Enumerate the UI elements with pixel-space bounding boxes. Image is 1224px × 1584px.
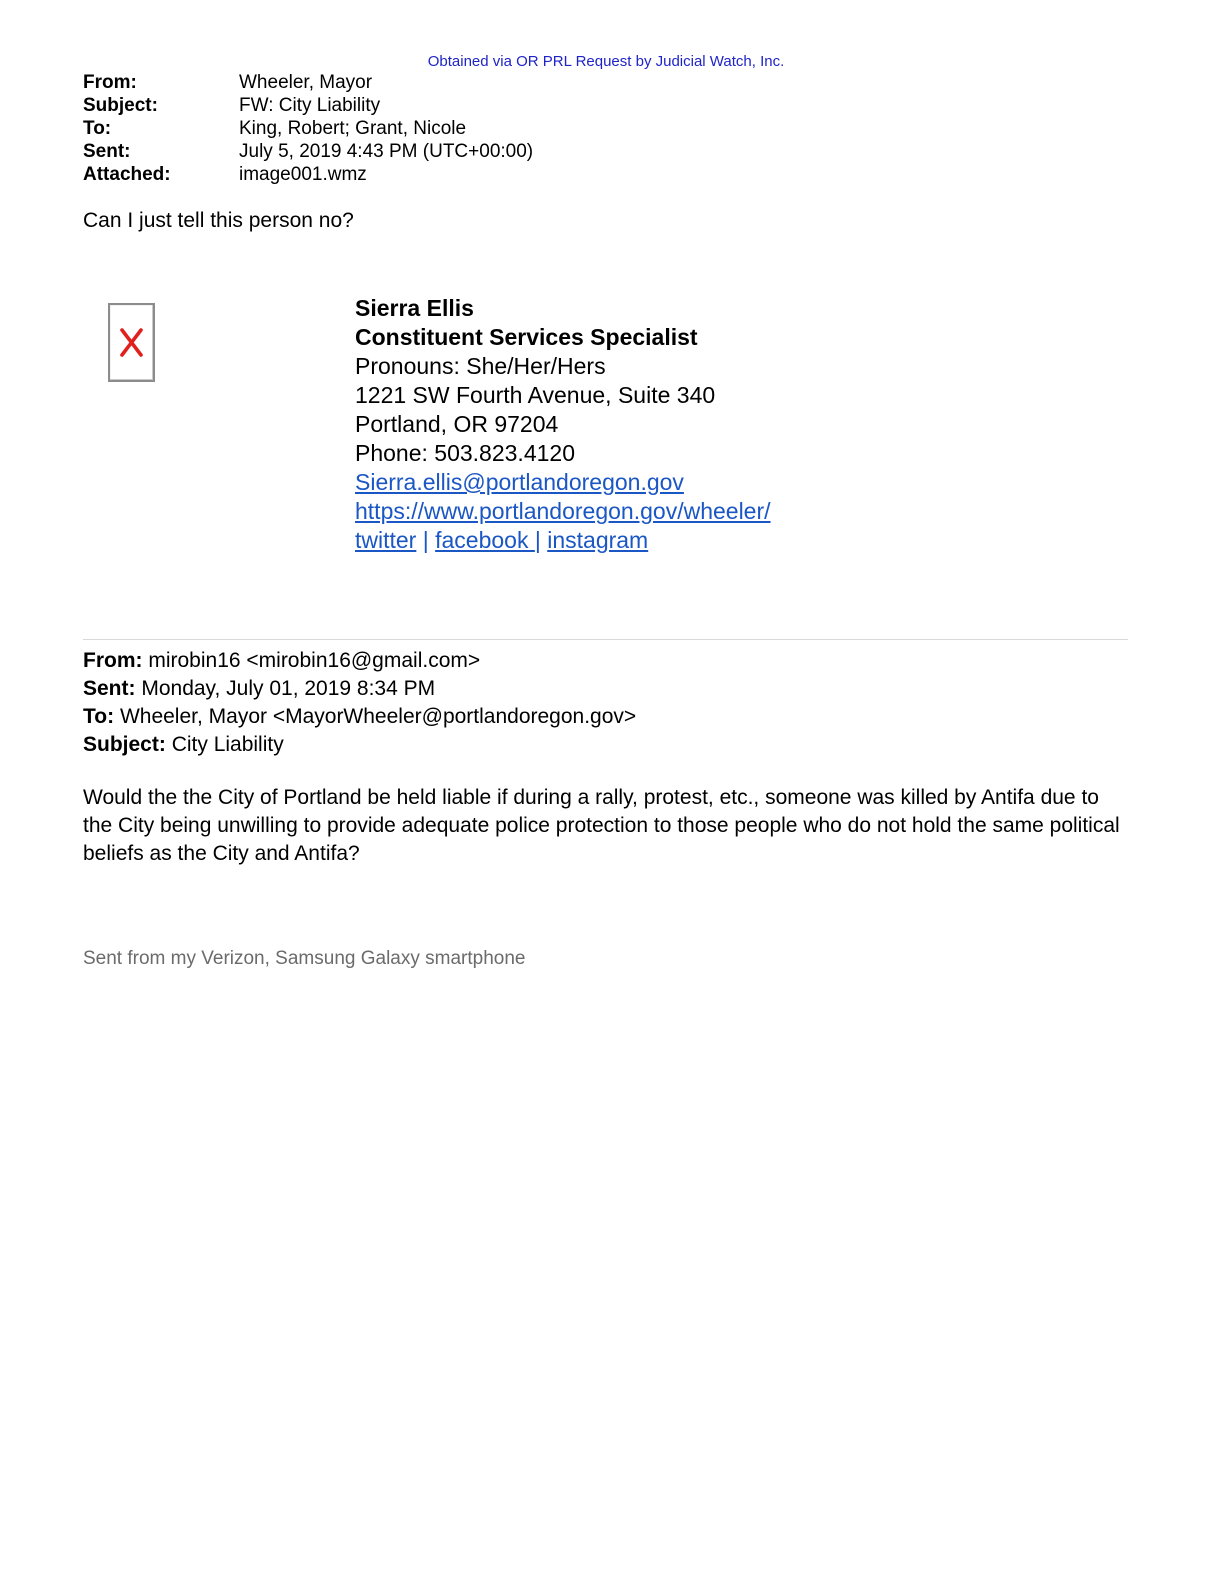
header-attached-label: Attached:: [83, 164, 171, 185]
signature-address-line2: Portland, OR 97204: [355, 411, 559, 437]
original-from-row: [83, 647, 636, 675]
original-sent-row: [83, 675, 636, 703]
header-sent-value: July 5, 2019 4:43 PM (UTC+00:00): [239, 141, 534, 162]
broken-image-icon: [108, 303, 155, 382]
signature-title: Constituent Services Specialist: [355, 324, 698, 350]
header-attached-value: image001.wmz: [239, 164, 367, 185]
header-subject-label: Subject:: [83, 95, 158, 116]
header-to-value: King, Robert; Grant, Nicole: [239, 118, 467, 139]
signature-pronouns: Pronouns: She/Her/Hers: [355, 353, 606, 379]
original-message-header: [83, 647, 636, 759]
signature-name: Sierra Ellis: [355, 295, 474, 321]
signature-address-line1: 1221 SW Fourth Avenue, Suite 340: [355, 382, 716, 408]
original-to-label: To:: [83, 705, 115, 728]
twitter-link[interactable]: twitter: [355, 527, 417, 553]
red-x-icon: [119, 328, 144, 357]
header-to-row: [83, 117, 533, 140]
header-from-label: From:: [83, 72, 137, 93]
signature-website-link[interactable]: https://www.portlandoregon.gov/wheeler/: [355, 498, 771, 524]
signature-phone: Phone: 503.823.4120: [355, 440, 575, 466]
header-attached-row: [83, 163, 533, 186]
original-to-value: Wheeler, Mayor <MayorWheeler@portlandoregon.gov>: [119, 705, 637, 728]
signature-social-links: [355, 526, 771, 555]
reply-text: Can I just tell this person no?: [83, 209, 354, 232]
header-sent-label: Sent:: [83, 141, 131, 162]
header-subject-row: [83, 94, 533, 117]
header-subject-value: FW: City Liability: [239, 95, 381, 116]
email-header: [83, 71, 533, 186]
message-divider: [83, 639, 1128, 640]
header-sent-row: [83, 140, 533, 163]
email-signature: [355, 294, 771, 555]
foia-banner: Obtained via OR PRL Request by Judicial Watch, Inc.: [427, 53, 785, 70]
header-from-value: Wheeler, Mayor: [239, 72, 373, 93]
instagram-link[interactable]: instagram: [547, 527, 649, 553]
header-to-label: To:: [83, 118, 112, 139]
original-from-label: From:: [83, 649, 143, 672]
social-separator: |: [422, 527, 429, 553]
social-separator: |: [534, 527, 541, 553]
original-subject-value: City Liability: [171, 733, 284, 756]
header-from-row: [83, 71, 533, 94]
facebook-link[interactable]: facebook: [435, 527, 535, 553]
sent-from-signature: Sent from my Verizon, Samsung Galaxy smartphone: [83, 948, 526, 969]
original-from-value: mirobin16 <mirobin16@gmail.com>: [148, 649, 481, 672]
original-sent-value: Monday, July 01, 2019 8:34 PM: [141, 677, 436, 700]
original-subject-row: [83, 731, 636, 759]
original-message-body: Would the the City of Portland be held liable if during a rally, protest, etc., someone was killed by Antifa due to the City being unwilling to provide adequate police protection to those people who do not hold the same political beliefs as the City and Antifa?: [83, 786, 1120, 865]
signature-email-link[interactable]: Sierra.ellis@portlandoregon.gov: [355, 469, 684, 495]
original-sent-label: Sent:: [83, 677, 136, 700]
original-to-row: [83, 703, 636, 731]
original-subject-label: Subject:: [83, 733, 166, 756]
